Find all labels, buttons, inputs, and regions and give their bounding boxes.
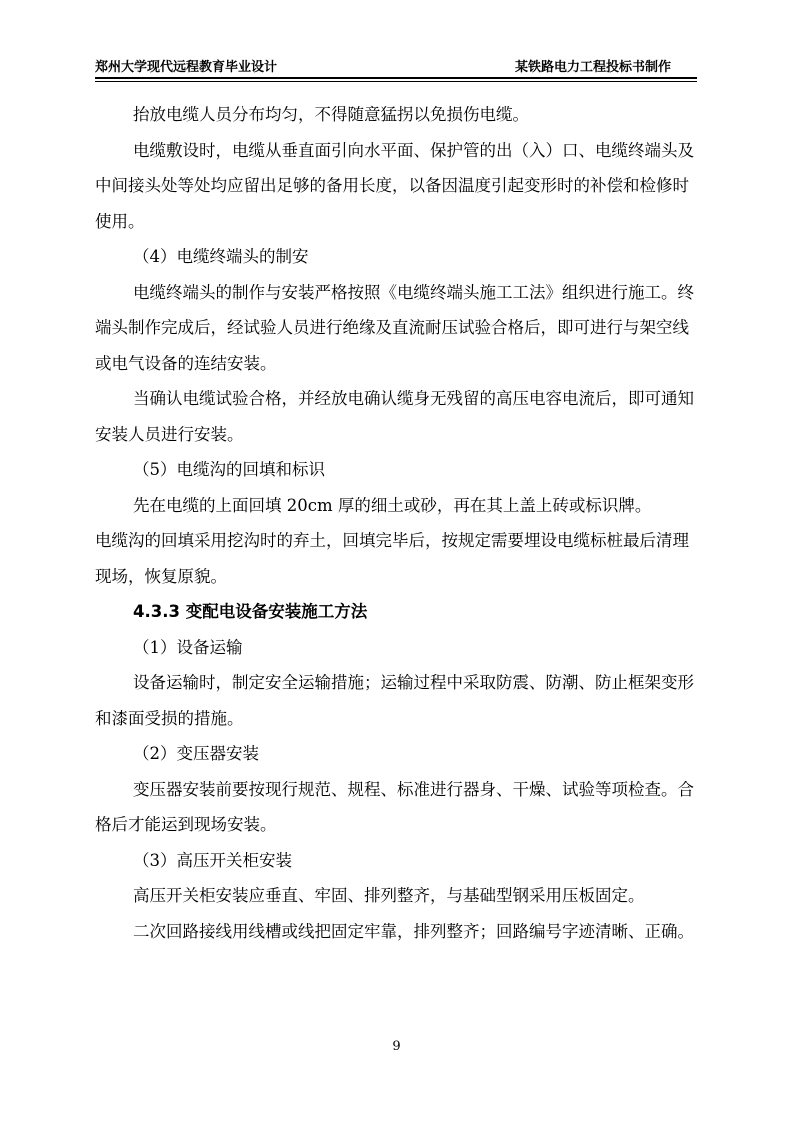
body-paragraph: 变压器安装前要按现行规范、规程、标准进行器身、干燥、试验等项检查。合格后才能运到现场安装。	[95, 779, 694, 834]
header-document-title: 某铁路电力工程投标书制作	[514, 60, 671, 75]
body-paragraph: 抬放电缆人员分布均匀，不得随意猛拐以免损伤电缆。	[133, 105, 529, 124]
section-heading: 4.3.3 变配电设备安装施工方法	[133, 602, 368, 621]
subsection-heading: （5）电缆沟的回填和标识	[133, 460, 325, 479]
body-paragraph: 高压开关柜安装应垂直、牢固、排列整齐，与基础型钢采用压板固定。	[133, 886, 645, 905]
subsection-heading: （1）设备运输	[133, 637, 243, 657]
body-paragraph: 电缆终端头的制作与安装严格按照《电缆终端头施工工法》组织进行施工。终端头制作完成后，经试验人员进行绝缘及直流耐压试验合格后，即可进行与架空线或电气设备的连结安装。	[95, 282, 694, 373]
body-paragraph: 电缆敷设时，电缆从垂直面引向水平面、保护管的出（入）口、电缆终端头及中间接头处等处均应留出足够的备用长度，以备因温度引起变形时的补偿和检修时使用。	[95, 140, 694, 231]
header-school-title: 郑州大学现代远程教育毕业设计	[95, 60, 278, 75]
body-paragraph: 先在电缆的上面回填 20cm 厚的细土或砂，再在其上盖上砖或标识牌。	[133, 495, 652, 515]
subsection-heading: （4）电缆终端头的制安	[133, 247, 309, 266]
body-paragraph: 设备运输时，制定安全运输措施；运输过程中采取防震、防潮、防止框架变形和漆面受损的措施。	[95, 673, 694, 728]
page-number: 9	[392, 1039, 401, 1054]
body-paragraph: 当确认电缆试验合格，并经放电确认缆身无残留的高压电容电流后，即可通知安装人员进行安装。	[95, 389, 694, 444]
subsection-heading: （2）变压器安装	[133, 744, 259, 763]
header-rule-thin	[95, 81, 697, 82]
body-paragraph: 电缆沟的回填采用挖沟时的弃土，回填完毕后，按规定需要埋设电缆标桩最后清理现场，恢复原貌。	[95, 531, 689, 586]
page-header	[95, 52, 697, 76]
header-rule-thick	[95, 77, 697, 79]
subsection-heading: （3）高压开关柜安装	[133, 850, 292, 870]
body-paragraph: 二次回路接线用线槽或线把固定牢靠，排列整齐；回路编号字迹清晰、正确。	[133, 921, 694, 941]
document-body	[95, 97, 701, 949]
